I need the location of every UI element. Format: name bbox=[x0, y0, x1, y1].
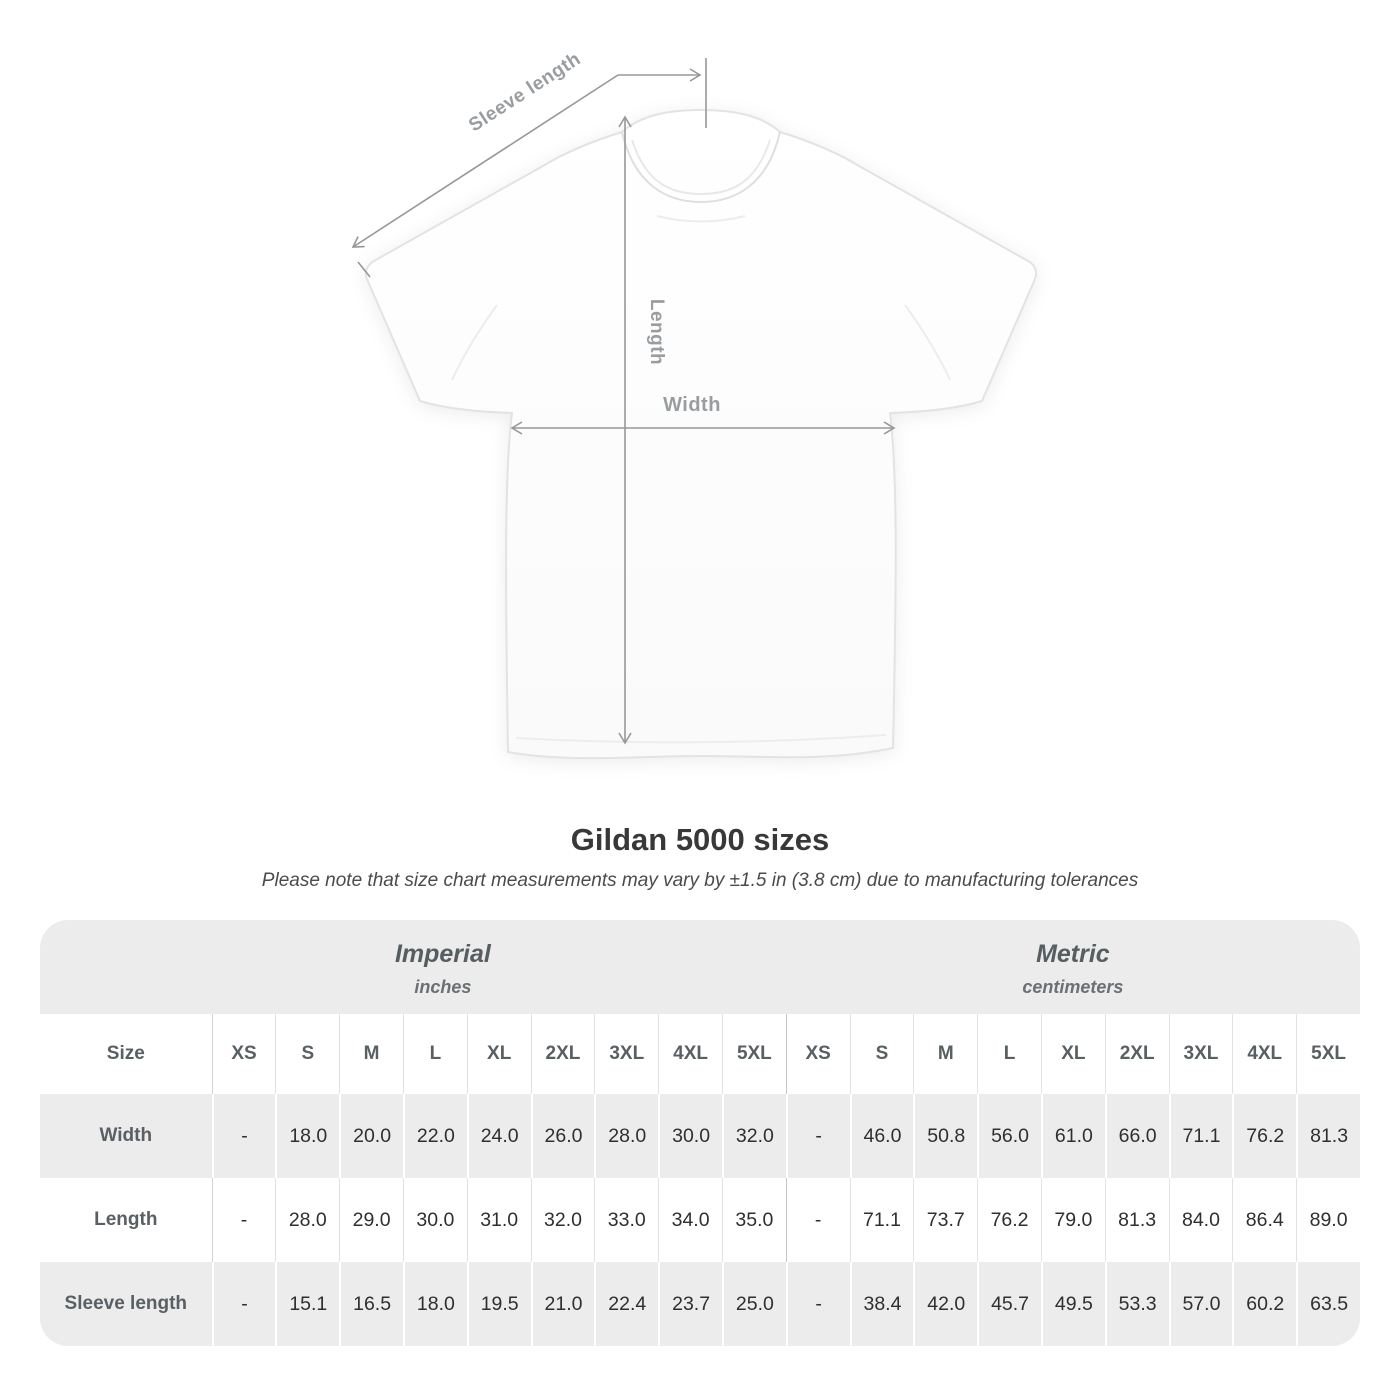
size-header-metric-2xl: 2XL bbox=[1105, 1014, 1169, 1094]
measurement-cell: 76.2 bbox=[977, 1178, 1041, 1262]
size-header-imperial-s: S bbox=[275, 1014, 339, 1094]
measurement-row-length bbox=[40, 1178, 1360, 1262]
measurement-cell: 45.7 bbox=[977, 1262, 1041, 1346]
measurement-cell: 18.0 bbox=[403, 1262, 467, 1346]
size-header-metric-xl: XL bbox=[1041, 1014, 1105, 1094]
measurement-cell: 49.5 bbox=[1041, 1262, 1105, 1346]
size-header-imperial-4xl: 4XL bbox=[658, 1014, 722, 1094]
measurement-cell: - bbox=[786, 1178, 850, 1262]
measurement-cell: 20.0 bbox=[339, 1094, 403, 1178]
size-header-metric-m: M bbox=[913, 1014, 977, 1094]
size-header-imperial-3xl: 3XL bbox=[594, 1014, 658, 1094]
measurement-cell: 24.0 bbox=[467, 1094, 531, 1178]
size-header-imperial-l: L bbox=[403, 1014, 467, 1094]
size-header-imperial-m: M bbox=[339, 1014, 403, 1094]
measurement-cell: 73.7 bbox=[913, 1178, 977, 1262]
measurement-cell: 25.0 bbox=[722, 1262, 786, 1346]
measurement-cell: 18.0 bbox=[275, 1094, 339, 1178]
measurement-cell: 71.1 bbox=[1169, 1094, 1233, 1178]
measurement-cell: - bbox=[212, 1094, 276, 1178]
imperial-sublabel: inches bbox=[414, 977, 472, 997]
measurement-cell: 61.0 bbox=[1041, 1094, 1105, 1178]
size-header-imperial-5xl: 5XL bbox=[722, 1014, 786, 1094]
size-header-metric-5xl: 5XL bbox=[1296, 1014, 1360, 1094]
measurement-cell: 86.4 bbox=[1232, 1178, 1296, 1262]
measurement-cell: 33.0 bbox=[594, 1178, 658, 1262]
size-header-imperial-2xl: 2XL bbox=[531, 1014, 595, 1094]
measurement-cell: 34.0 bbox=[658, 1178, 722, 1262]
imperial-label: Imperial bbox=[394, 940, 491, 968]
measurement-cell: 79.0 bbox=[1041, 1178, 1105, 1262]
sizes-header-row bbox=[40, 1014, 1360, 1094]
measurement-cell: 23.7 bbox=[658, 1262, 722, 1346]
measurement-cell: 30.0 bbox=[403, 1178, 467, 1262]
measurement-cell: 50.8 bbox=[913, 1094, 977, 1178]
measurement-row-width bbox=[40, 1094, 1360, 1178]
measurement-cell: 71.1 bbox=[850, 1178, 914, 1262]
size-column-header: Size bbox=[40, 1014, 212, 1094]
width-label: Width bbox=[663, 394, 721, 416]
measurement-cell: 29.0 bbox=[339, 1178, 403, 1262]
measurement-cell: 35.0 bbox=[722, 1178, 786, 1262]
measurement-cell: 66.0 bbox=[1105, 1094, 1169, 1178]
measurement-cell: 31.0 bbox=[467, 1178, 531, 1262]
row-label: Length bbox=[40, 1178, 212, 1262]
measurement-cell: - bbox=[786, 1262, 850, 1346]
size-header-imperial-xs: XS bbox=[212, 1014, 276, 1094]
measurement-cell: 21.0 bbox=[531, 1262, 595, 1346]
metric-header-cell bbox=[786, 920, 1360, 1014]
row-label: Width bbox=[40, 1094, 212, 1178]
size-chart-table bbox=[40, 920, 1360, 1346]
length-label: Length bbox=[646, 298, 667, 366]
measurement-cell: 19.5 bbox=[467, 1262, 531, 1346]
size-chart-card bbox=[40, 920, 1360, 1346]
size-header-metric-3xl: 3XL bbox=[1169, 1014, 1233, 1094]
measurement-cell: 84.0 bbox=[1169, 1178, 1233, 1262]
page-title: Gildan 5000 sizes bbox=[570, 822, 830, 857]
measurement-cell: 28.0 bbox=[594, 1094, 658, 1178]
unit-header-row bbox=[40, 920, 1360, 1014]
measurement-cell: 15.1 bbox=[275, 1262, 339, 1346]
tolerance-note: Please note that size chart measurements may vary by ±1.5 in (3.8 cm) due to manufacturing tolerances bbox=[261, 870, 1139, 891]
measurement-cell: 81.3 bbox=[1296, 1094, 1360, 1178]
measurement-cell: 26.0 bbox=[531, 1094, 595, 1178]
measurement-cell: - bbox=[786, 1094, 850, 1178]
row-label: Sleeve length bbox=[40, 1262, 212, 1346]
measurement-cell: 81.3 bbox=[1105, 1178, 1169, 1262]
measurement-cell: 22.4 bbox=[594, 1262, 658, 1346]
measurement-cell: 38.4 bbox=[850, 1262, 914, 1346]
measurement-cell: 76.2 bbox=[1232, 1094, 1296, 1178]
metric-label: Metric bbox=[1036, 940, 1110, 968]
measurement-cell: - bbox=[212, 1178, 276, 1262]
imperial-header-cell bbox=[40, 920, 786, 1014]
measurement-cell: 30.0 bbox=[658, 1094, 722, 1178]
tshirt-illustration bbox=[366, 110, 1036, 758]
measurement-cell: 16.5 bbox=[339, 1262, 403, 1346]
measurement-cell: 63.5 bbox=[1296, 1262, 1360, 1346]
measurement-cell: 46.0 bbox=[850, 1094, 914, 1178]
measurement-row-sleeve-length bbox=[40, 1262, 1360, 1346]
size-header-metric-l: L bbox=[977, 1014, 1041, 1094]
size-header-metric-xs: XS bbox=[786, 1014, 850, 1094]
size-header-metric-s: S bbox=[850, 1014, 914, 1094]
measurement-cell: 22.0 bbox=[403, 1094, 467, 1178]
measurement-cell: 53.3 bbox=[1105, 1262, 1169, 1346]
measurement-cell: - bbox=[212, 1262, 276, 1346]
measurement-cell: 60.2 bbox=[1232, 1262, 1296, 1346]
measurement-cell: 32.0 bbox=[531, 1178, 595, 1262]
measurement-cell: 32.0 bbox=[722, 1094, 786, 1178]
metric-sublabel: centimeters bbox=[1022, 977, 1124, 997]
measurement-cell: 89.0 bbox=[1296, 1178, 1360, 1262]
measurement-cell: 42.0 bbox=[913, 1262, 977, 1346]
size-header-metric-4xl: 4XL bbox=[1232, 1014, 1296, 1094]
size-header-imperial-xl: XL bbox=[467, 1014, 531, 1094]
size-chart-body bbox=[40, 1094, 1360, 1346]
measurement-cell: 57.0 bbox=[1169, 1262, 1233, 1346]
measurement-cell: 28.0 bbox=[275, 1178, 339, 1262]
measurement-cell: 56.0 bbox=[977, 1094, 1041, 1178]
sleeve-length-label: Sleeve length bbox=[465, 48, 585, 137]
